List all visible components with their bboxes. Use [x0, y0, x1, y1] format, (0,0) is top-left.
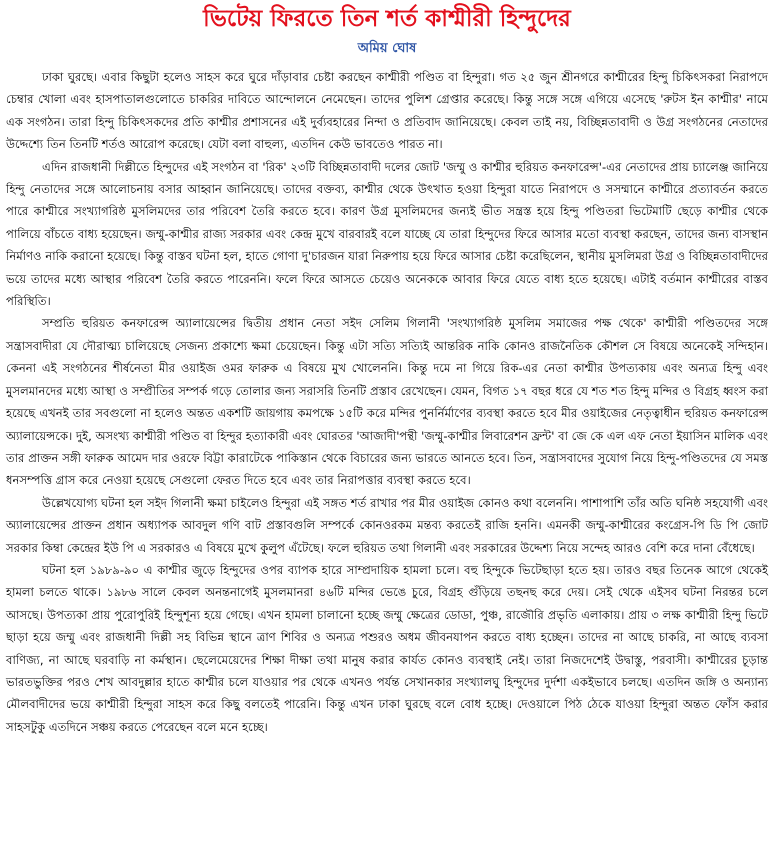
article-paragraph: ঢাকা ঘুরছে। এবার কিছুটা হলেও সাহস করে ঘুরে দাঁড়াবার চেষ্টা করছেন কাশ্মীরী পণ্ডিত বা হিন্দুরা। গত ২৫ জুন শ্রীনগরে কাশ্মীরের হিন্দু চিকিৎসকরা নিরাপদে চেম্বার খোলা এবং হাসপাতালগুলোতে চাকরির দাবিতে আন্দোলনে নেমেছেন। তাদের পুলিশ গ্রেপ্তার করেছে। কিন্তু সঙ্গে সঙ্গে এগিয়ে এসেছে 'রুটস ইন কাশ্মীর' নামে এক সংগঠন। তারা হিন্দু চিকিৎসকদের প্রতি কাশ্মীর প্রশাসনের এই দুর্ব্যবহারের নিন্দা ও প্রতিবাদ জানিয়েছে। কেবল তাই নয়, বিচ্ছিন্নতাবাদী ও উগ্র সংগঠনের নেতাদের উদ্দেশ্যে তিন তিনটি শর্তও আরোপ করেছে। যেটা বলা বাহুল্য, এতদিন কেউ ভাবতেও পারত না। — [6, 70, 768, 152]
article-title: ভিটেয় ফিরতে তিন শর্ত কাশ্মীরী হিন্দুদের — [203, 6, 571, 32]
article-author: অমিয় ঘোষ — [357, 41, 417, 56]
article-paragraph: উল্লেখযোগ্য ঘটনা হল সইদ গিলানী ক্ষমা চাইলেও হিন্দুরা এই সঙ্গত শর্ত রাখার পর মীর ওয়াইজ কোনও কথা বলেননি। পাশাপাশি তাঁর অতি ঘনিষ্ঠ সহযোগী এবং অ্যালায়েন্সের প্রাক্তন প্রধান অধ্যাপক আবদুল গণি বাট প্রস্তাবগুলি সম্পর্কে কোনওরকম মন্তব্য করতেই রাজি হননি। এমনকী জম্মু-কাশ্মীরের কংগ্রেস-পি ডি পি জোট সরকার কিম্বা কেন্দ্রের ইউ পি এ সরকারও এ বিষয়ে মুখে কুলুপ এঁটেছে। ফলে হুরিয়ত তথা গিলানী এবং সরকারের উদ্দেশ্য নিয়ে সন্দেহ আরও বেশি করে দানা বেঁধেছে। — [6, 495, 768, 555]
article-paragraph: সম্প্রতি হুরিয়ত কনফারেন্স অ্যালায়েন্সের দ্বিতীয় প্রধান নেতা সইদ সেলিম গিলানী 'সংখ্যাগরিষ্ঠ মুসলিম সমাজের পক্ষ থেকে' কাশ্মীরী পণ্ডিতদের সঙ্গে সন্ত্রাসবাদীরা যে দৌরাত্ম্য চালিয়েছে সেজন্য প্রকাশ্যে ক্ষমা চেয়েছেন। কিন্তু এটা সত্যি সত্যিই আন্তরিক নাকি কোনও রাজনৈতিক কৌশল সে বিষয়ে অনেকেই সন্দিহান। কেননা এই সংগঠনের শীর্ষনেতা মীর ওয়াইজ ওমর ফারুক এ বিষয়ে মুখ খোলেননি। কিন্তু দমে না গিয়ে রিক-এর নেতা কাশ্মীর উপত্যকায় এবং অন্যত্র হিন্দু এবং মুসলমানদের মধ্যে আস্থা ও সম্প্রীতির সম্পর্ক গড়ে তোলার জন্য সরাসরি তিনটি প্রস্তাব রেখেছেন। যেমন, বিগত ১৭ বছর ধরে যে শত শত হিন্দু মন্দির ও বিগ্রহ ধ্বংস করা হয়েছে এখনই তার সবগুলো না হলেও অন্তত একশটি জায়গায় কমপক্ষে ১৫টি করে মন্দির পুনর্নির্মাণের ব্যবস্থা করতে হবে মীর ওয়াইজের নেতৃত্বাধীন হুরিয়ত কনফারেন্স অ্যালায়েন্সকে। দুই, অসংখ্য কাশ্মীরী পণ্ডিত বা হিন্দুর হত্যাকারী এবং ঘোরতর 'আজাদী'পন্থী 'জম্মু-কাশ্মীর লিবারেশন ফ্রন্ট' বা জে কে এল এফ নেতা ইয়াসিন মালিক এবং তার প্রাক্তন সঙ্গী ফারুক আমেদ দার ওরফে বিট্টা কারাটেকে পাকিস্তান থেকে বিচারের জন্য ভারতে আনতে হবে। তিন, সন্ত্রাসবাদের সুযোগ নিয়ে হিন্দু-পণ্ডিতদের যে সমস্ত ধনসম্পত্তি গ্রাস করে নেওয়া হয়েছে সেগুলো ফেরত দিতে হবে এবং তার নিরাপত্তার ব্যবস্থা করতে হবে। — [6, 316, 768, 488]
article-body — [6, 66, 768, 738]
article-paragraph: ঘটনা হল ১৯৮৯-৯০ এ কাশ্মীর জুড়ে হিন্দুদের ওপর ব্যাপক হারে সাম্প্রদায়িক হামলা চলে। বহু হিন্দুকে ভিটেছাড়া হতে হয়। তারও বছর তিনেক আগে থেকেই হামলা চলতে থাকে। ১৯৮৬ সালে কেবল অনন্তনাগেই মুসলমানরা ৪৬টি মন্দির ভেঙে চুরে, বিগ্রহ গুঁড়িয়ে তছনছ করে দেয়। সেই থেকে এইসব ঘটনা নিরন্তর চলে আসছে। উপত্যকা প্রায় পুরোপুরিই হিন্দুশূন্য হয়ে গেছে। এখন হামলা চালানো হচ্ছে জম্মু ক্ষেত্রের ডোডা, পুঞ্চ, রাজৌরি প্রভৃতি এলাকায়। প্রায় ৩ লক্ষ কাশ্মীরী হিন্দু ভিটে ছাড়া হয়ে জম্মু এবং রাজধানী দিল্লী সহ বিভিন্ন স্থানে ত্রাণ শিবির ও অন্যত্র পশুরও অধম জীবনযাপন করতে বাধ্য হচ্ছেন। তাদের না আছে চাকরি, না আছে ব্যবসা বাণিজ্য, না আছে ঘরবাড়ি না কর্মস্থান। ছেলেমেয়েদের শিক্ষা দীক্ষা তথা মানুষ করার কার্যত কোনও ব্যবস্থাই নেই। তারা নিজদেশেই উদ্বাস্তু, পরবাসী। কাশ্মীরের চূড়ান্ত ভারতভুক্তির পরও শেখ আবদুল্লার হাতে কাশ্মীর চলে যাওয়ার পর থেকে এখনও পর্যন্ত সেখানকার সংখ্যালঘু হিন্দুদের দুর্দশা একইভাবে চলছে। এতদিন জঙ্গি ও অন্যান্য মৌলবাদীদের ভয়ে কাশ্মীরী হিন্দুরা সাহস করে কিছু বলতেই পারেনি। কিন্তু এখন ঢাকা ঘুরছে বলে বোধ হচ্ছে। দেওয়ালে পিঠ ঠেকে যাওয়া হিন্দুরা অন্তত ফোঁস করার সাহসটুকু এতদিনে সঞ্চয় করতে পেরেছেন বলে মনে হচ্ছে। — [6, 562, 768, 734]
article-paragraph: এদিন রাজধানী দিল্লীতে হিন্দুদের এই সংগঠন বা 'রিক' ২৩টি বিচ্ছিন্নতাবাদী দলের জোট 'জম্মু ও কাশ্মীর হুরিয়ত কনফারেন্স'-এর নেতাদের প্রায় চ্যালেঞ্জ জানিয়ে হিন্দু নেতাদের সঙ্গে আলোচনায় বসার আহ্বান জানিয়েছে। তাদের বক্তব্য, কাশ্মীর থেকে উৎখাত হওয়া হিন্দুরা যাতে নিরাপদে ও সসম্মানে কাশ্মীরে প্রত্যাবর্তন করতে পারে কাশ্মীরে সংখ্যাগরিষ্ঠ মুসলিমদের তার পরিবেশ তৈরি করতে হবে। কারণ উগ্র মুসলিমদের জন্যই ভীত সন্ত্রস্ত হয়ে হিন্দু পণ্ডিতরা ভিটেমাটি ছেড়ে কাশ্মীর থেকে পালিয়ে বাঁচতে বাধ্য হয়েছেন। জম্মু-কাশ্মীর রাজ্য সরকার এবং কেন্দ্র মুখে বারবারই বলে যাচ্ছে যে তারা হিন্দুদের ফিরে আসার মতো ব্যবস্থা করছেন, তাদের জন্য বাসস্থান নির্মাণও নাকি করানো হয়েছে। কিন্তু বাস্তব ঘটনা হল, হাতে গোণা দু'চারজন যারা নিরুপায় হয়ে ফিরে আসার চেষ্টা করেছিলেন, স্থানীয় মুসলিমরা উগ্র ও বিচ্ছিন্নতাবাদীদের ভয়ে তাদের মধ্যে আস্থার পরিবেশ তৈরি করতে পারেননি। ফলে ফিরে আসতে চেয়েও অনেককে আবার ফিরে যেতে বাধ্য হতে হয়েছে। এটাই বর্তমান কাশ্মীরের বাস্তব পরিস্থিতি। — [6, 159, 768, 309]
